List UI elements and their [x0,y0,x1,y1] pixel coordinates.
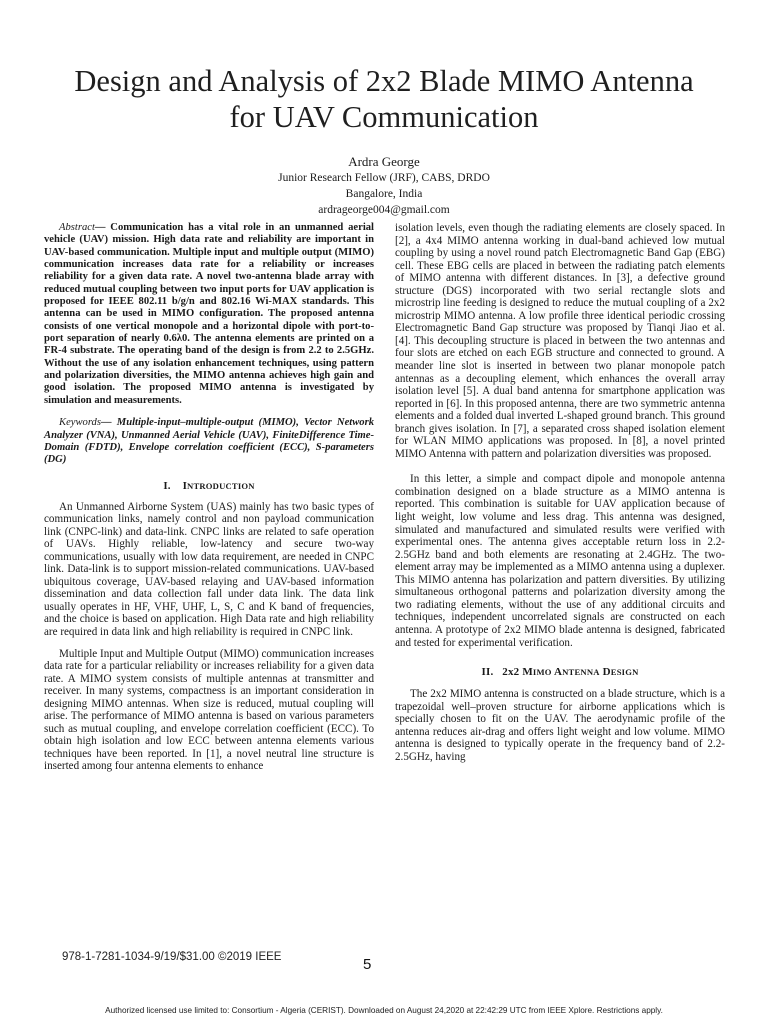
page-number: 5 [363,956,372,973]
copyright-identifier: 978-1-7281-1034-9/19/$31.00 ©2019 IEEE [62,951,282,963]
section-number: II. [481,666,494,679]
section-heading-antenna-design [395,666,725,679]
section-title-initial: I [182,479,188,492]
abstract-text: — Communication has a vital role in an unmanned aerial vehicle (UAV) mission. High data rate and reliability are important in UAV-based communication. Multiple input and multiple output (MIMO) communication increases data rate for a reliability or increases reliability for a given data rate. A novel two-antenna blade array with reduced mutual coupling between two input ports for UAV application is proposed for IEEE 802.11 b/g/n and 802.16 Wi-MAX standards. This antenna can be used in MIMO configuration. The proposed antenna consists of one vertical monopole and a horizontal dipole with port-to-port separation of nearly 0.6λ0. The antenna elements are printed on a FR-4 substrate. The operating band of the design is from 2.2 to 2.5GHz. Without the use of any isolation enhancement techniques, using pattern and polarization diversities, the MIMO antenna achieves high gain and good isolation. The proposed MIMO antenna is investigated by simulation and measurements. [44,222,374,406]
paper-title-line-1: Design and Analysis of 2x2 Blade MIMO Antenna [74,64,694,98]
intro-paragraph-3: isolation levels, even though the radiating elements are closely spaced. In [2], a 4x4 MIMO antenna working in dual-band achieved low mutual coupling by using a novel round patch Electromagnetic Band Gap (EBG) cell. These EBG cells are placed in between the radiating patch elements of MIMO antenna with different distances. In [3], a defective ground structure (DGS) incorporated with two serial rectangle slots and microstrip line feeding is designed to reduce the mutual coupling of a 2x2 microstrip MIMO antenna. A low profile three identical periodic crossing Electromagnetic Band Gap structure was proposed by Tianqi Jiao et al. [4]. This decoupling structure is placed in between the two antennas and four slots are etched on each EGB structure and connected to ground. A meander line slot is inserted in between two planar monopole patch antennas as a decoupling element, which enhances the overall array isolation level [5]. A dual band antenna for smartphone application was reported in [6]. In this proposed antenna, there are two symmetric antenna elements and a folded dual inverted L-shaped ground branch. This ground branch gives isolation. In [7], a separated cross shaped isolation element for WLAN MIMO applications was proposed. In [8], a novel printed MIMO Antenna with pattern and polarization diversities was proposed. [395,222,725,460]
abstract [44,222,374,407]
intro-paragraph-1: An Unmanned Airborne System (UAS) mainly has two basic types of communication links, namely control and non payload communication link (CNPC-link) and data-link. CNPC links are related to safe operation of UAVs. Highly reliable, low-latency and secure two-way communications, usually with low data requirement, are needed in CNPC link. Data-link is to support mission-related communications. UAV-based ubiquitous coverage, UAV-based relaying and UAV-based information dissemination and data collection fall under data link. The data link usually operates in HF, VHF, UHF, L, S, C and K band of frequencies, and the choice is based on application. High Data rate and high reliability are required in data link and high reliability is required in CNPC link. [44,500,374,638]
intro-paragraph-2: Multiple Input and Multiple Output (MIMO) communication increases data rate for a particular reliability or increases reliability for a given data rate. A MIMO system consists of multiple antennas at transmitter and receiver. In many systems, compactness is an important consideration in designing MIMO antennas. When size is reduced, mutual coupling will arise. The performance of MIMO antenna is based on various parameters such as mutual coupling, and envelope correlation coefficient (ECC). To obtain high isolation and low ECC between antenna elements various techniques have been reported. In [1], a novel neutral line structure is inserted among four antenna elements to enhance [44,647,374,773]
left-column [44,222,374,773]
author-name: Ardra George [348,154,420,169]
section-title-rest: NTRODUCTION [187,480,255,491]
section-number: I. [163,479,171,492]
section-heading-introduction [44,480,374,493]
author-email: ardrageorge004@gmail.com [318,204,450,216]
section-title-prefix: 2x2 M [502,666,533,679]
author-affiliation: Junior Research Fellow (JRF), CABS, DRDO [278,172,490,184]
author-block [184,154,584,218]
section-title-part: NTENNA [562,667,600,678]
intro-paragraph-4: In this letter, a simple and compact dipole and monopole antenna combination designed on a blade structure as a MIMO antenna is reported. This combination is suitable for UAV application because of light weight, low volume and less drag. This antenna was designed, simulated and manufactured and simulated results were verified with experimental ones. The antenna gives acceptable return loss in 2.2-2.5GHz band and both elements are resonating at 2.4GHz. The two-element array may be implemented as a MIMO antenna using a duplexer. This MIMO antenna has polarization and pattern diversities. By utilizing simultaneous orthogonal patterns and polarization diversity among the two radiating elements, without the use of any additional circuits and techniques, independent uncorrelated signals are constructed on each antenna. A prototype of 2x2 MIMO blade antenna is designed, fabricated and tested for experimental verification. [395,473,725,649]
author-location: Bangalore, India [345,188,423,200]
section-title-part: D [599,666,611,679]
keywords-lead: Keywords [59,417,101,429]
keywords-text: — Multiple-input–multiple-output (MIMO), Vector Network Analyzer (VNA), Unmanned Aerial Vehicle (UAV), FiniteDifference Time-Domain (FDTD), Envelope correlation coefficient (ECC), S-parameters (DG) [44,417,374,466]
keywords [44,417,374,466]
section-title-part: A [551,666,563,679]
paper-title-line-2: for UAV Communication [229,100,539,134]
paper-title [40,63,728,135]
right-column [395,222,725,763]
section-title-part: IMO [532,667,552,678]
section-title-part: ESIGN [610,667,639,678]
design-paragraph-1: The 2x2 MIMO antenna is constructed on a blade structure, which is a trapezoidal well–proven structure for airborne applications which is specially chosen to fit on the UAV. The aerodynamic profile of the antenna reduces air-drag and offers light weight and low volume. MIMO antenna is designed to typically operate in the frequency band of 2.2-2.5GHz, having [395,688,725,763]
abstract-lead: Abstract [59,222,95,233]
license-notice: Authorized licensed use limited to: Consortium - Algeria (CERIST). Downloaded on August 24,2020 at 22:42:29 UTC from IEEE Xplore. Restrictions apply. [105,1006,663,1015]
